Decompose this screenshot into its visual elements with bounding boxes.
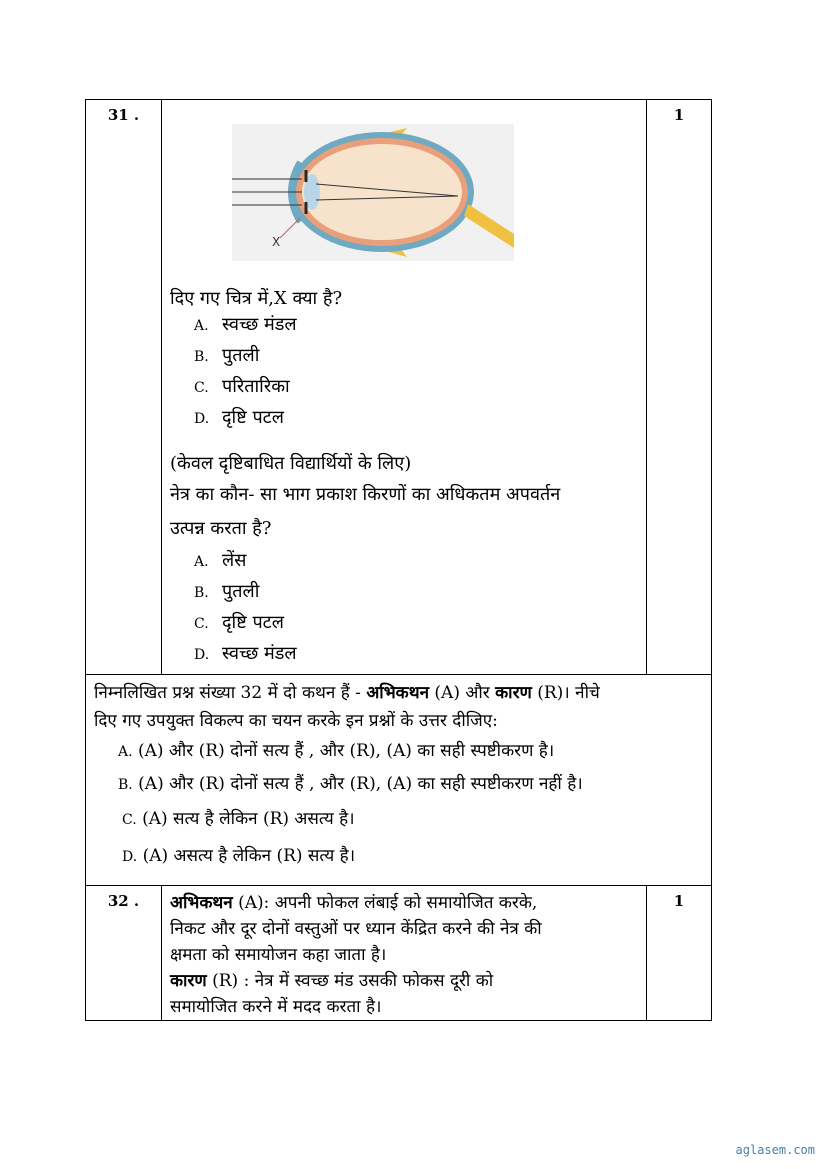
vi-option-a: A. लेंस — [194, 550, 247, 571]
marks: 1 — [673, 106, 685, 124]
choice-a: A. (A) और (R) दोनों सत्य हैं , और (R), (A) का सही स्पष्टीकरण है। — [118, 741, 555, 761]
question-number: 32 . — [107, 892, 140, 910]
question-number-cell — [86, 100, 162, 675]
assertion-line-1: अभिकथन (A): अपनी फोकल लंबाई को समायोजित करके, — [170, 893, 538, 913]
instructions-line-1: निम्नलिखित प्रश्न संख्या 32 में दो कथन हैं - अभिकथन (A) और कारण (R)। नीचे — [94, 683, 600, 703]
reason-line-1: कारण (R) : नेत्र में स्वच्छ मंड उसकी फोकस दूरी को — [170, 971, 494, 991]
figure-label-x: X — [272, 235, 281, 249]
question-number-cell — [86, 886, 162, 1021]
choice-d: D. (A) असत्य है लेकिन (R) सत्य है। — [122, 846, 356, 866]
choice-b: B. (A) और (R) दोनों सत्य हैं , और (R), (A) का सही स्पष्टीकरण नहीं है। — [118, 774, 583, 794]
question-31-cell — [162, 100, 647, 675]
question-number: 31 . — [107, 106, 140, 124]
option-a: A. स्वच्छ मंडल — [194, 314, 297, 335]
assertion-line-2: निकट और दूर दोनों वस्तुओं पर ध्यान केंद्रित करने की नेत्र की — [170, 919, 542, 939]
question-32-cell — [162, 886, 647, 1021]
visually-impaired-question-line-2: उत्पन्न करता है? — [170, 518, 272, 539]
visually-impaired-question-line-1: नेत्र का कौन- सा भाग प्रकाश किरणों का अधिकतम अपवर्तन — [170, 484, 561, 505]
option-d: D. दृष्टि पटल — [194, 407, 284, 428]
marks-cell — [647, 886, 712, 1021]
choice-c: C. (A) सत्य है लेकिन (R) असत्य है। — [122, 809, 355, 829]
option-c: C. परितारिका — [194, 376, 290, 397]
question-31-text — [170, 286, 640, 670]
option-b: B. पुतली — [194, 345, 260, 366]
vi-option-d: D. स्वच्छ मंडल — [194, 643, 297, 664]
question-table — [85, 99, 712, 1021]
visually-impaired-heading: (केवल दृष्टिबाधित विद्यार्थियों के लिए) — [170, 453, 412, 474]
reason-line-2: समायोजित करने में मदद करता है। — [170, 997, 382, 1017]
vitreous-body — [302, 144, 462, 240]
marks: 1 — [673, 892, 685, 910]
source-watermark: aglasem.com — [735, 1143, 815, 1157]
marks-cell — [647, 100, 712, 675]
question-31-stem: दिए गए चित्र में,X क्या है? — [170, 288, 343, 309]
assertion-reason-instructions — [86, 675, 712, 886]
vi-option-c: C. दृष्टि पटल — [194, 612, 284, 633]
assertion-line-3: क्षमता को समायोजन कहा जाता है। — [170, 945, 387, 965]
instructions-line-2: दिए गए उपयुक्त विकल्प का चयन करके इन प्रश्नों के उत्तर दीजिए: — [94, 711, 498, 731]
vi-option-b: B. पुतली — [194, 581, 260, 602]
eye-diagram — [232, 124, 514, 261]
